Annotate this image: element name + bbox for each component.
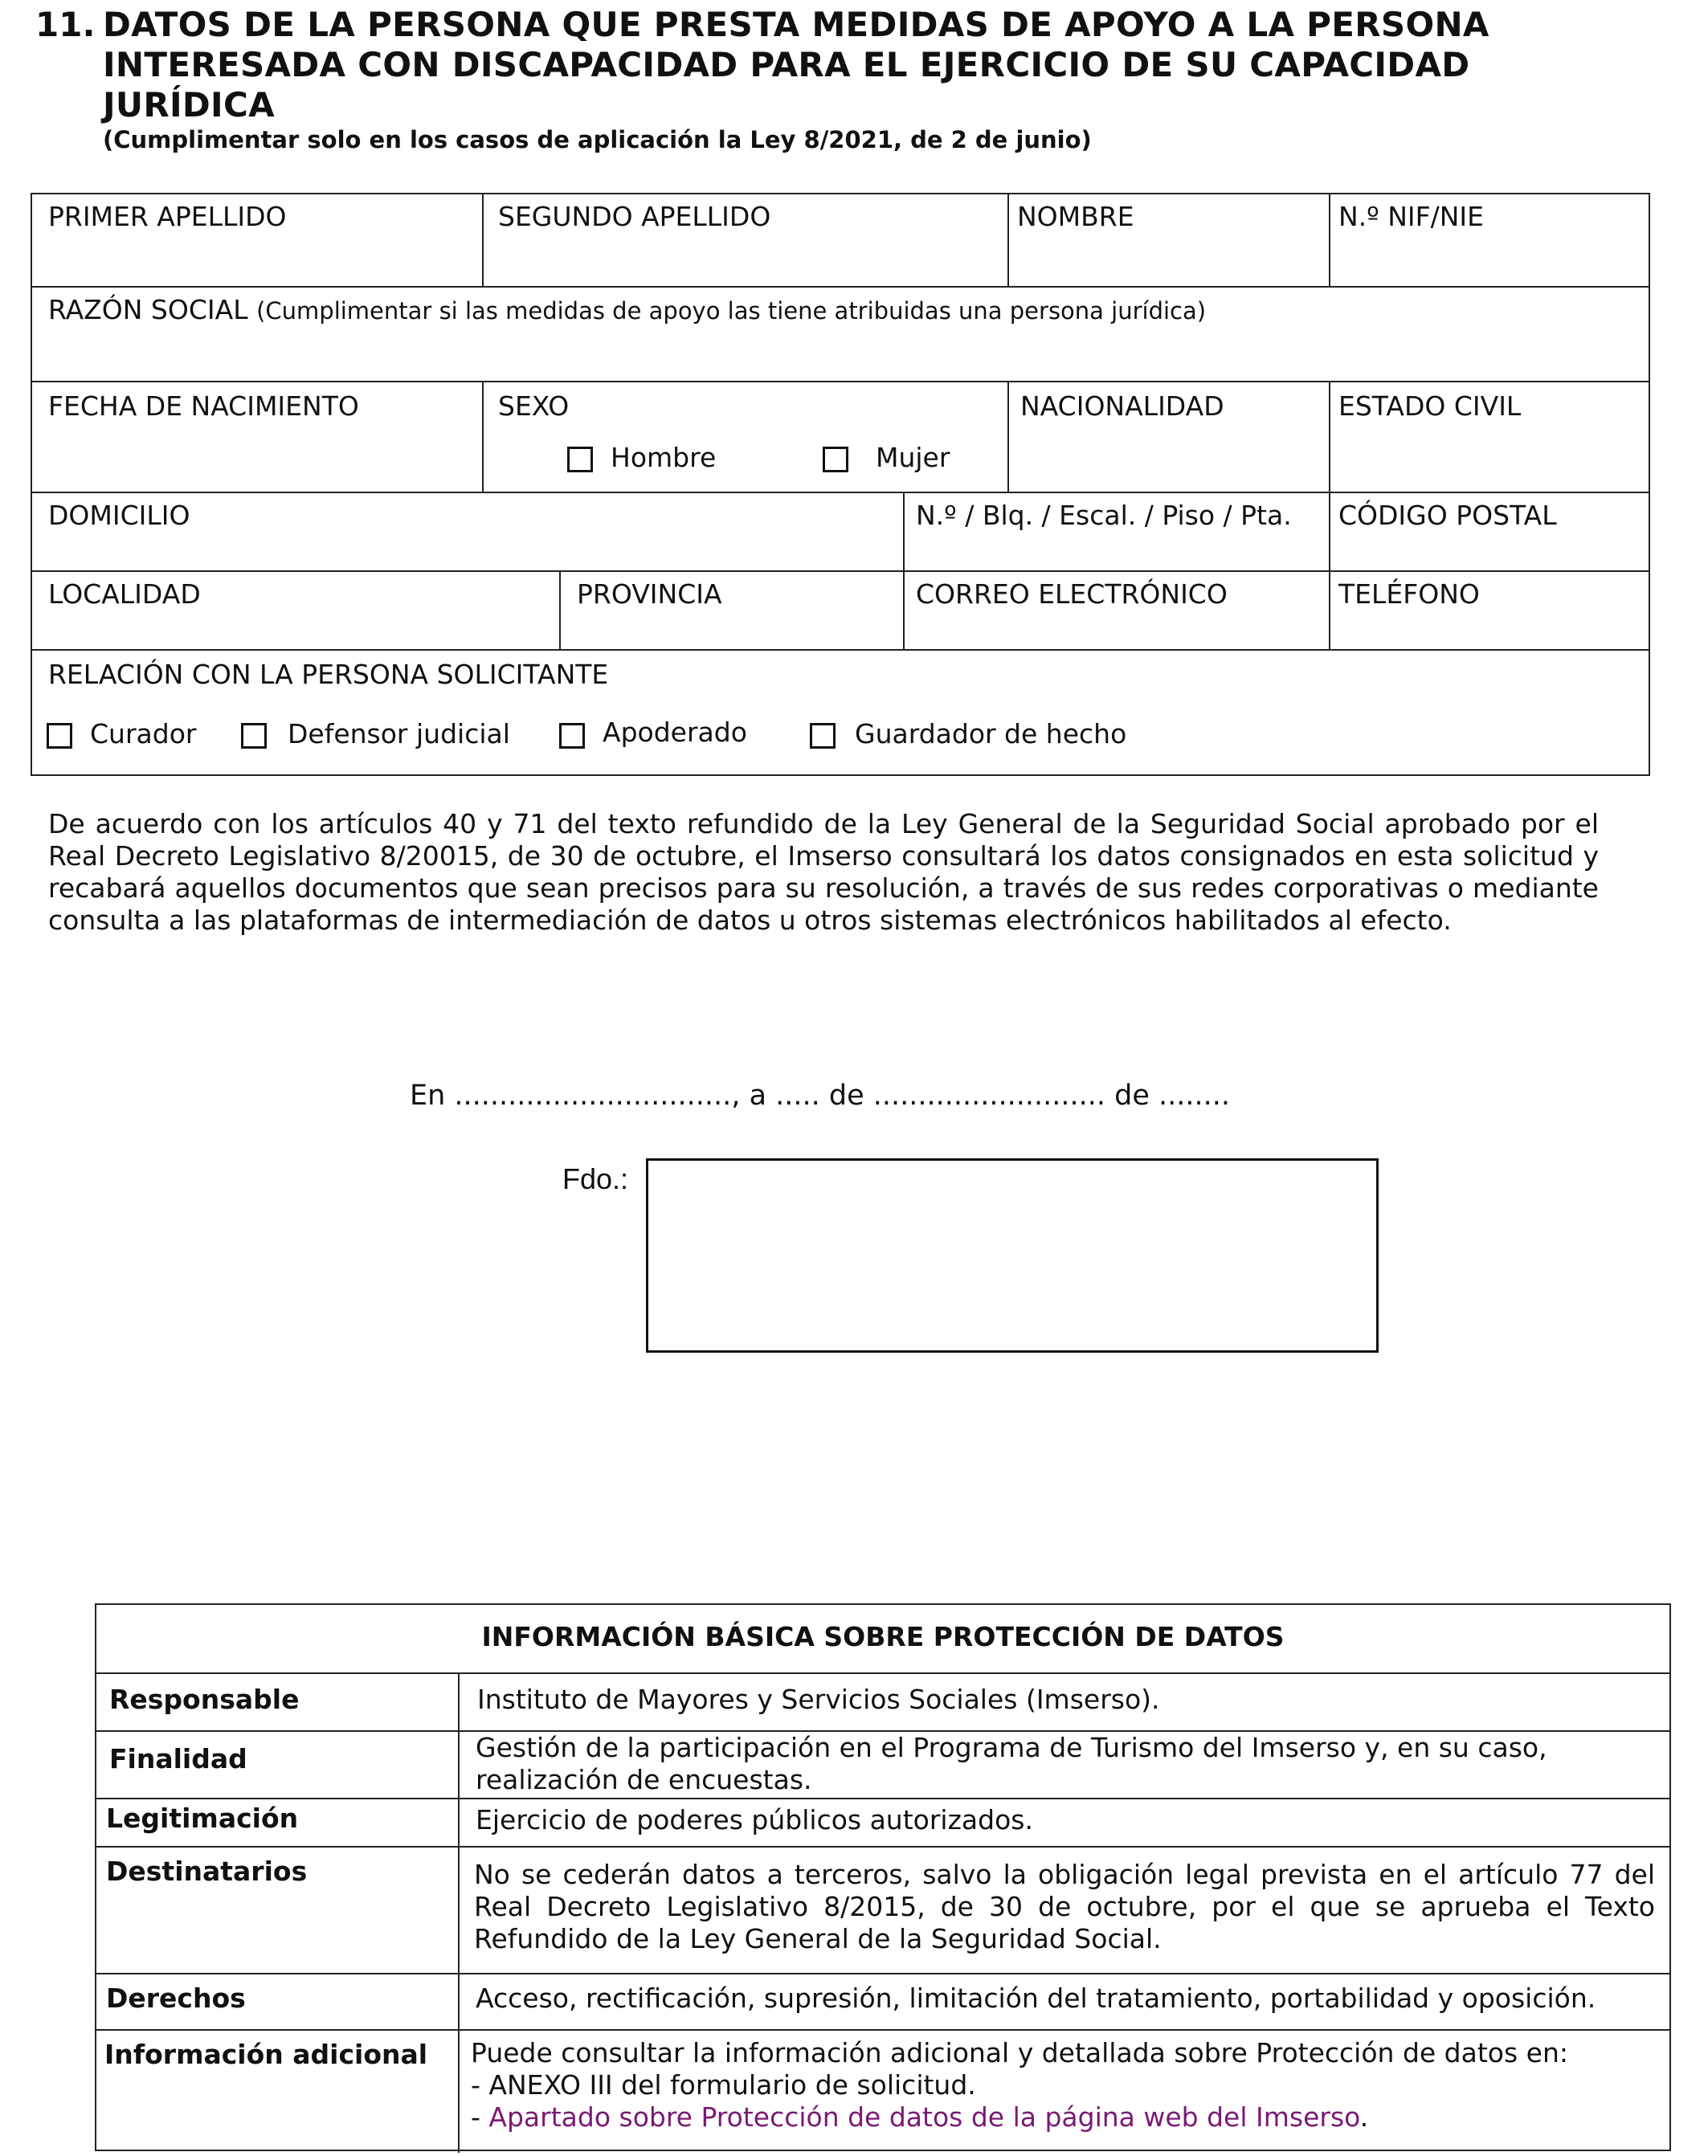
section-title: DATOS DE LA PERSONA QUE PRESTA MEDIDAS DE APOYO A LA PERSONA INTERESADA CON DISCAPACIDAD PARA EL EJERCICIO DE SU CAPACIDAD JURÍDICA (103, 5, 1489, 125)
destinatarios-key: Destinatarios (106, 1856, 308, 1887)
guardador-label: Guardador de hecho (855, 718, 1127, 749)
col-divider (903, 570, 905, 649)
row-divider (96, 1672, 1669, 1674)
finalidad-value: Gestión de la participación en el Programa de Turismo del Imserso y, en su caso, realización de encuestas. (476, 1732, 1547, 1795)
razon-social-note: (Cumplimentar si las medidas de apoyo las tiene atribuidas una persona jurídica) (256, 297, 1207, 325)
relacion-label: RELACIÓN CON LA PERSONA SOLICITANTE (48, 659, 609, 690)
finalidad-key: Finalidad (109, 1743, 247, 1774)
primer-apellido-field[interactable]: PRIMER APELLIDO (48, 201, 287, 232)
destinatarios-value: No se cederán datos a terceros, salvo la obligación legal prevista en el artículo 77 del Real Decreto Legislativo 8/2015, de 30 de octubre, por el que se aprueba el Texto Refundido de la Ley General de la Seguridad Social. (474, 1859, 1655, 1954)
curador-checkbox[interactable] (47, 723, 72, 749)
support-person-form (31, 193, 1650, 776)
responsable-key: Responsable (109, 1684, 300, 1715)
info-line-3-prefix: - (471, 2101, 489, 2133)
row-divider (32, 381, 1649, 382)
row-divider (96, 1973, 1669, 1974)
info-adicional-value (471, 2037, 1660, 2134)
info-adicional-key: Información adicional (104, 2039, 428, 2070)
info-line-1: Puede consultar la información adicional y detallada sobre Protección de datos en: (471, 2037, 1569, 2068)
col-divider (1007, 381, 1009, 492)
place-date-line[interactable]: En ..............................., a ..... de .......................... de ........ (410, 1080, 1231, 1112)
row-divider (32, 492, 1649, 493)
nombre-field[interactable]: NOMBRE (1017, 201, 1134, 232)
nif-field[interactable]: N.º NIF/NIE (1338, 201, 1485, 232)
col-divider (482, 194, 484, 286)
col-divider (1329, 492, 1330, 570)
data-protection-title: INFORMACIÓN BÁSICA SOBRE PROTECCIÓN DE DATOS (481, 1621, 1285, 1652)
row-divider (32, 649, 1649, 651)
info-line-2: - ANEXO III del formulario de solicitud. (471, 2069, 976, 2101)
responsable-value: Instituto de Mayores y Servicios Sociales (Imserso). (477, 1684, 1160, 1715)
col-divider (482, 381, 484, 492)
apoderado-label: Apoderado (603, 717, 747, 748)
legitimacion-value: Ejercicio de poderes públicos autorizados. (476, 1804, 1033, 1835)
fdo-label: Fdo.: (562, 1162, 629, 1195)
col-divider (1329, 570, 1330, 649)
correo-field[interactable]: CORREO ELECTRÓNICO (916, 578, 1228, 610)
apoderado-checkbox[interactable] (559, 723, 585, 749)
data-protection-table (95, 1603, 1671, 2151)
row-divider (32, 570, 1649, 572)
row-divider (96, 1798, 1669, 1799)
sexo-label: SEXO (498, 390, 570, 422)
mujer-checkbox[interactable] (823, 447, 848, 472)
mujer-label: Mujer (876, 442, 950, 473)
fecha-nacimiento-field[interactable]: FECHA DE NACIMIENTO (48, 390, 359, 422)
estado-civil-field[interactable]: ESTADO CIVIL (1338, 390, 1522, 422)
domicilio-field[interactable]: DOMICILIO (48, 500, 190, 531)
nacionalidad-field[interactable]: NACIONALIDAD (1020, 390, 1224, 422)
col-divider (1007, 194, 1009, 286)
segundo-apellido-field[interactable]: SEGUNDO APELLIDO (498, 201, 771, 232)
derechos-key: Derechos (106, 1982, 246, 2014)
provincia-field[interactable]: PROVINCIA (577, 578, 722, 610)
row-divider (96, 1846, 1669, 1848)
imserso-data-protection-link[interactable]: Apartado sobre Protección de datos de la página web del Imserso (488, 2101, 1360, 2133)
col-divider (559, 570, 561, 649)
col-divider (1329, 194, 1330, 286)
razon-social-field[interactable] (48, 294, 1206, 327)
defensor-label: Defensor judicial (288, 718, 510, 749)
numero-bloque-field[interactable]: N.º / Blq. / Escal. / Piso / Pta. (916, 500, 1292, 531)
hombre-checkbox[interactable] (567, 447, 593, 472)
col-divider (1329, 381, 1330, 492)
guardador-checkbox[interactable] (810, 723, 836, 749)
derechos-value: Acceso, rectificación, supresión, limitación del tratamiento, portabilidad y oposición. (476, 1982, 1596, 2014)
col-divider (458, 1672, 460, 2153)
razon-social-label: RAZÓN SOCIAL (48, 294, 248, 325)
codigo-postal-field[interactable]: CÓDIGO POSTAL (1338, 500, 1557, 531)
signature-box[interactable] (646, 1158, 1379, 1353)
defensor-checkbox[interactable] (241, 723, 267, 749)
legitimacion-key: Legitimación (106, 1803, 299, 1834)
info-line-3 (471, 2101, 1660, 2134)
hombre-label: Hombre (611, 442, 717, 473)
col-divider (903, 492, 905, 570)
section-subtitle: (Cumplimentar solo en los casos de aplicación la Ley 8/2021, de 2 de junio) (103, 126, 1092, 153)
section-number: 11. (35, 5, 96, 44)
telefono-field[interactable]: TELÉFONO (1338, 578, 1480, 610)
info-line-3-suffix: . (1359, 2101, 1369, 2133)
row-divider (96, 2029, 1669, 2031)
curador-label: Curador (90, 718, 197, 749)
legal-notice: De acuerdo con los artículos 40 y 71 del texto refundido de la Ley General de la Seguridad Social aprobado por el Real Decreto Legislativo 8/20015, de 30 de octubre, el Imserso consultará los datos consignados en esta solicitud y recabará aquellos documentos que sean precisos para su resolución, a través de sus redes corporativas o mediante consulta a las plataformas de intermediación de datos u otros sistemas electrónicos habilitados al efecto. (48, 808, 1599, 936)
row-divider (32, 286, 1649, 288)
localidad-field[interactable]: LOCALIDAD (48, 578, 201, 610)
